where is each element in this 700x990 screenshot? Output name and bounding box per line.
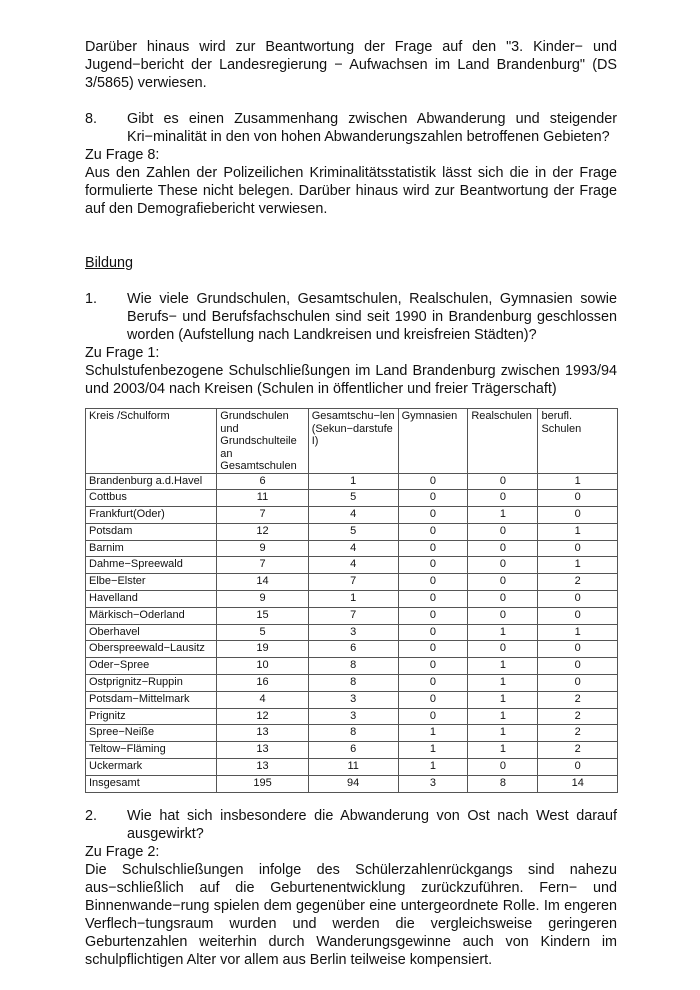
count-cell: 1 — [538, 523, 618, 540]
count-cell: 0 — [398, 641, 468, 658]
count-cell: 2 — [538, 708, 618, 725]
table-row — [86, 557, 618, 574]
table-row — [86, 574, 618, 591]
table-row — [86, 641, 618, 658]
table-row — [86, 591, 618, 608]
district-cell: Prignitz — [86, 708, 217, 725]
table-row — [86, 473, 618, 490]
table-row — [86, 540, 618, 557]
answer-label: Zu Frage 8: — [85, 147, 160, 163]
district-cell: Barnim — [86, 540, 217, 557]
count-cell: 0 — [468, 759, 538, 776]
count-cell: 0 — [398, 557, 468, 574]
count-cell: 0 — [398, 708, 468, 725]
district-cell: Elbe−Elster — [86, 574, 217, 591]
count-cell: 195 — [217, 775, 308, 792]
answer-label: Zu Frage 1: — [85, 345, 160, 361]
count-cell: 5 — [217, 624, 308, 641]
table-row — [86, 523, 618, 540]
table-body — [86, 473, 618, 792]
count-cell: 8 — [308, 725, 398, 742]
answer-text: Die Schulschließungen infolge des Schülerzahlenrückgangs sind nahezu aus−schließlich auf die Geburtenentwicklung zurückzuführen. Fern− und Binnenwande−rung spielen dem gegenüber eine untergeordnete Rolle. Im engeren Verflech−tungsraum wurden und werden die vergleichsweise geringeren Geburtenzahlen weiterhin durch Wanderungsgewinne auch von Kindern im schulpflichtigen Alter vor allem aus Berlin teilweise kompensiert. — [85, 861, 617, 968]
district-cell: Brandenburg a.d.Havel — [86, 473, 217, 490]
count-cell: 14 — [538, 775, 618, 792]
count-cell: 0 — [468, 641, 538, 658]
count-cell: 19 — [217, 641, 308, 658]
count-cell: 2 — [538, 574, 618, 591]
count-cell: 1 — [468, 624, 538, 641]
answer-text: Schulstufenbezogene Schulschließungen im Land Brandenburg zwischen 1993/94 und 2003/04 nach Kreisen (Schulen in öffentlicher und freier Trägerschaft) — [85, 363, 617, 397]
column-header: berufl. Schulen — [538, 409, 618, 474]
column-header: Gesamtschu−len (Sekun−darstufe I) — [308, 409, 398, 474]
count-cell: 0 — [538, 540, 618, 557]
count-cell: 14 — [217, 574, 308, 591]
count-cell: 3 — [308, 691, 398, 708]
count-cell: 0 — [398, 523, 468, 540]
count-cell: 7 — [308, 574, 398, 591]
count-cell: 10 — [217, 658, 308, 675]
intro-paragraph: Darüber hinaus wird zur Beantwortung der Frage auf den "3. Kinder− und Jugend−bericht der Landesregierung − Aufwachsen im Land Brandenburg" (DS 3/5865) verwiesen. — [85, 39, 617, 91]
count-cell: 5 — [308, 523, 398, 540]
count-cell: 16 — [217, 675, 308, 692]
count-cell: 1 — [468, 725, 538, 742]
question-1 — [85, 290, 617, 344]
count-cell: 12 — [217, 708, 308, 725]
count-cell: 13 — [217, 742, 308, 759]
question-text: Wie hat sich insbesondere die Abwanderung von Ost nach West darauf ausgewirkt? — [127, 807, 617, 842]
question-number: 8. — [85, 111, 98, 127]
count-cell: 11 — [308, 759, 398, 776]
question-text: Gibt es einen Zusammenhang zwischen Abwanderung und steigender Kri−minalität in den von hohen Abwanderungszahlen betroffenen Gebieten? — [127, 111, 617, 145]
count-cell: 4 — [217, 691, 308, 708]
count-cell: 1 — [538, 473, 618, 490]
count-cell: 0 — [468, 607, 538, 624]
district-cell: Frankfurt(Oder) — [86, 507, 217, 524]
count-cell: 3 — [308, 624, 398, 641]
count-cell: 0 — [398, 490, 468, 507]
count-cell: 1 — [398, 759, 468, 776]
count-cell: 1 — [468, 691, 538, 708]
count-cell: 5 — [308, 490, 398, 507]
count-cell: 0 — [538, 591, 618, 608]
column-header: Gymnasien — [398, 409, 468, 474]
count-cell: 4 — [308, 557, 398, 574]
count-cell: 1 — [468, 675, 538, 692]
table-row — [86, 624, 618, 641]
count-cell: 3 — [308, 708, 398, 725]
column-header: Kreis /Schulform — [86, 409, 217, 474]
answer-text: Aus den Zahlen der Polizeilichen Kriminalitätsstatistik lässt sich die in der Frage formulierte These nicht belegen. Darüber hinaus wird zur Beantwortung der Frage auf den Demografiebericht verwiesen. — [85, 165, 617, 217]
table-row — [86, 725, 618, 742]
count-cell: 1 — [468, 507, 538, 524]
table-row — [86, 691, 618, 708]
count-cell: 11 — [217, 490, 308, 507]
district-cell: Oberhavel — [86, 624, 217, 641]
count-cell: 1 — [308, 591, 398, 608]
district-cell: Insgesamt — [86, 775, 217, 792]
count-cell: 2 — [538, 691, 618, 708]
count-cell: 4 — [308, 540, 398, 557]
count-cell: 7 — [308, 607, 398, 624]
table-row — [86, 607, 618, 624]
district-cell: Uckermark — [86, 759, 217, 776]
table-row — [86, 675, 618, 692]
district-cell: Märkisch−Oderland — [86, 607, 217, 624]
question-2 — [85, 807, 617, 843]
count-cell: 0 — [398, 473, 468, 490]
count-cell: 1 — [398, 742, 468, 759]
district-cell: Dahme−Spreewald — [86, 557, 217, 574]
question-number: 2. — [85, 807, 98, 824]
district-cell: Oder−Spree — [86, 658, 217, 675]
count-cell: 0 — [538, 507, 618, 524]
count-cell: 0 — [468, 574, 538, 591]
count-cell: 0 — [468, 490, 538, 507]
count-cell: 0 — [468, 591, 538, 608]
district-cell: Havelland — [86, 591, 217, 608]
district-cell: Cottbus — [86, 490, 217, 507]
count-cell: 0 — [468, 540, 538, 557]
count-cell: 3 — [398, 775, 468, 792]
count-cell: 0 — [398, 507, 468, 524]
table-row — [86, 507, 618, 524]
count-cell: 1 — [398, 725, 468, 742]
count-cell: 0 — [398, 675, 468, 692]
count-cell: 1 — [538, 624, 618, 641]
count-cell: 2 — [538, 742, 618, 759]
table-total-row — [86, 775, 618, 792]
column-header: Realschulen — [468, 409, 538, 474]
count-cell: 9 — [217, 540, 308, 557]
table-header-row — [86, 409, 618, 474]
count-cell: 0 — [398, 591, 468, 608]
table-row — [86, 658, 618, 675]
district-cell: Oberspreewald−Lausitz — [86, 641, 217, 658]
count-cell: 0 — [468, 523, 538, 540]
count-cell: 6 — [308, 742, 398, 759]
count-cell: 7 — [217, 557, 308, 574]
count-cell: 1 — [308, 473, 398, 490]
count-cell: 1 — [468, 742, 538, 759]
district-cell: Ostprignitz−Ruppin — [86, 675, 217, 692]
count-cell: 13 — [217, 759, 308, 776]
count-cell: 4 — [308, 507, 398, 524]
answer-label: Zu Frage 2: — [85, 843, 160, 860]
count-cell: 9 — [217, 591, 308, 608]
count-cell: 1 — [468, 708, 538, 725]
district-cell: Teltow−Fläming — [86, 742, 217, 759]
count-cell: 0 — [398, 624, 468, 641]
table-row — [86, 759, 618, 776]
count-cell: 0 — [398, 540, 468, 557]
district-cell: Potsdam−Mittelmark — [86, 691, 217, 708]
count-cell: 8 — [308, 658, 398, 675]
question-number: 1. — [85, 291, 98, 307]
count-cell: 0 — [538, 759, 618, 776]
table-row — [86, 490, 618, 507]
count-cell: 7 — [217, 507, 308, 524]
count-cell: 1 — [538, 557, 618, 574]
count-cell: 12 — [217, 523, 308, 540]
column-header: Grundschulen und Grundschulteile an Gesamtschulen — [217, 409, 308, 474]
count-cell: 0 — [538, 658, 618, 675]
count-cell: 0 — [468, 473, 538, 490]
count-cell: 1 — [468, 658, 538, 675]
count-cell: 0 — [538, 641, 618, 658]
count-cell: 0 — [398, 691, 468, 708]
count-cell: 13 — [217, 725, 308, 742]
school-closures-table — [85, 408, 618, 793]
document-page — [85, 38, 617, 969]
district-cell: Spree−Neiße — [86, 725, 217, 742]
table-row — [86, 742, 618, 759]
count-cell: 0 — [398, 607, 468, 624]
count-cell: 0 — [398, 574, 468, 591]
count-cell: 8 — [468, 775, 538, 792]
count-cell: 0 — [398, 658, 468, 675]
count-cell: 0 — [538, 607, 618, 624]
question-8 — [85, 110, 617, 146]
district-cell: Potsdam — [86, 523, 217, 540]
count-cell: 0 — [538, 675, 618, 692]
table-row — [86, 708, 618, 725]
count-cell: 0 — [468, 557, 538, 574]
count-cell: 6 — [308, 641, 398, 658]
count-cell: 94 — [308, 775, 398, 792]
count-cell: 8 — [308, 675, 398, 692]
count-cell: 0 — [538, 490, 618, 507]
section-heading: Bildung — [85, 255, 134, 271]
count-cell: 2 — [538, 725, 618, 742]
count-cell: 6 — [217, 473, 308, 490]
count-cell: 15 — [217, 607, 308, 624]
question-text: Wie viele Grundschulen, Gesamtschulen, Realschulen, Gymnasien sowie Berufs− und Berufsfachschulen sind seit 1990 in Brandenburg geschlossen worden (Aufstellung nach Landkreisen und kreisfreien Städten)? — [127, 291, 617, 343]
